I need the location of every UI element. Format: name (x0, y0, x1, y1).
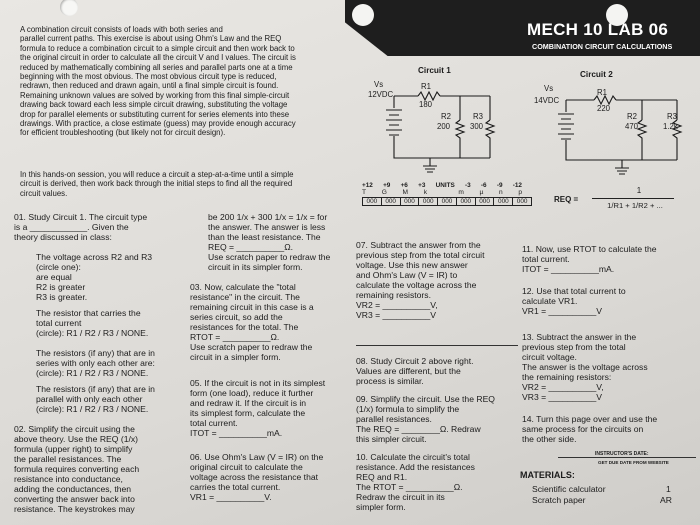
circuit1-r2-value: 200 (437, 122, 451, 131)
circuit1-battery-symbol (386, 110, 402, 135)
question-07: 07. Subtract the answer from the previous step from the total circuit voltage. Use this new answer and Ohm's Law (V = IR) to calculate the voltage across the remaining resistors. VR2 = __________V, VR3 = __________V (356, 240, 485, 320)
question-12: 12. Use that total current to calculate VR1. VR1 = __________V (522, 286, 626, 316)
question-01: 01. Study Circuit 1. The circuit type is a ____________. Given the theory discussed in class: (14, 212, 148, 242)
units-prefix: +6 (400, 182, 408, 189)
units-prefix: +9 (383, 182, 391, 189)
circuit1-r2-symbol (456, 120, 464, 158)
units-symbol: n (498, 189, 503, 196)
units-prefix: -12 (512, 182, 522, 189)
req-formula-denominator: 1/R1 + 1/R2 + ... (607, 201, 663, 210)
units-prefix: +12 (362, 182, 373, 189)
circuit2-r1-value: 220 (597, 104, 611, 113)
circuit2-battery-symbol (558, 114, 574, 139)
circuit2-source-value: 14VDC (534, 96, 560, 105)
page-subtitle: COMBINATION CIRCUIT CALCULATIONS (532, 42, 673, 51)
units-symbol: k (423, 189, 427, 196)
units-cell: 000 (382, 198, 401, 205)
circuit2-r2-name: R2 (627, 112, 637, 121)
question-06: 06. Use Ohm's Law (V = IR) on the original circuit to calculate the voltage across the resistance that carries the total current. VR1 = __________V. (190, 452, 324, 502)
circuit2-label: Circuit 2 (580, 70, 613, 79)
units-cell: 000 (363, 198, 382, 205)
intro-paragraph-2: In this hands-on session, you will reduce a circuit a step-at-a-time until a simple circuit is derived, then work back through the initial steps to find all the required circuit values. (20, 170, 294, 198)
due-date-note: GET DUE DATE FROM WEBSITE (598, 460, 669, 465)
circuit2-r1-name: R1 (597, 88, 607, 97)
circuit1-r2-name: R2 (441, 112, 451, 121)
question-03: 03. Now, calculate the "total resistance" in the circuit. The remaining circuit in this case is a series circuit, so add the resistances for the total. The RTOT = __________Ω. Use scratch paper to redraw the circuit in a simpler form. (190, 282, 314, 362)
req-formula (554, 186, 694, 222)
materials-title: MATERIALS: (520, 470, 575, 480)
question-10: 10. Calculate the circuit's total resistance. Add the resistances REQ and R1. The RTOT = __________Ω. Redraw the circuit in its simpler form. (356, 452, 475, 512)
circuit1-r3-value: 300 (470, 122, 484, 131)
circuit2-r3-name: R3 (667, 112, 677, 121)
question-01-voltage: The voltage across R2 and R3 (circle one): are equal R2 is greater R3 is greater. (36, 252, 153, 302)
units-cell: 000 (438, 198, 457, 205)
intro-paragraph-1: A combination circuit consists of loads with both series and parallel current paths. This exercise is about using Ohm's Law and the REQ formula to reduce a combination circuit to a simple circuit and then work back to the original circuit in order to calculate all the circuit V and I values. The circuit is reduced by mathematically combining all series and parallel parts one at a time beginning with the most obvious. The most obvious circuit type is reduced, redrawn, then reduced and drawn again, until a final simple circuit is found. Remaining unknown values are solved by working from this final simple-circuit drawing back toward each less simple circuit drawing, substituting the voltage drop for parallel elements or substituting current for series elements into these drawings. With practice, a close estimate (guess) may provide enough accuracy for efficient troubleshooting (but likely not for circuit design). (20, 25, 296, 138)
circuit1-source-name: Vs (374, 80, 384, 89)
units-cell: 000 (419, 198, 438, 205)
page-title: MECH 10 LAB 06 (527, 20, 669, 39)
units-table (362, 182, 532, 206)
circuit1-source-value: 12VDC (368, 90, 394, 99)
question-13: 13. Subtract the answer in the previous step from the total circuit voltage. The answer is the voltage across the remaining resistors: VR2 = __________V, VR3 = __________V (522, 332, 648, 402)
instructor-date-line (558, 457, 696, 458)
units-symbol: p (518, 189, 522, 196)
units-cell: 000 (401, 198, 420, 205)
circuit1-ground-symbol (423, 166, 437, 172)
header-hole-left (352, 4, 374, 26)
material-item: Scientific calculator (532, 484, 606, 494)
circuit2-r2-symbol (638, 120, 646, 160)
units-prefix: UNITS (435, 182, 455, 189)
question-08: 08. Study Circuit 2 above right. Values are different, but the process is similar. (356, 356, 474, 386)
units-symbol: m (458, 189, 464, 196)
req-formula-label: REQ = (554, 195, 579, 204)
binder-hole (60, 0, 78, 16)
question-01-parallel: The resistors (if any) that are in parallel with only each other (circle): R1 / R2 / R3 / NONE. (36, 384, 155, 414)
units-prefix: -9 (496, 182, 503, 189)
question-01-total-current: The resistor that carries the total current (circle): R1 / R2 / R3 / NONE. (36, 308, 149, 338)
material-item: Scratch paper (532, 495, 586, 505)
circuit1-r1-name: R1 (421, 82, 431, 91)
units-prefix: -6 (480, 182, 487, 189)
units-cell: 000 (494, 198, 513, 205)
question-01-series: The resistors (if any) that are in series with only each other are: (circle): R1 / R2 / R3 / NONE. (36, 348, 155, 378)
section-divider (356, 345, 518, 346)
req-formula-numerator: 1 (636, 186, 642, 195)
circuit1-r3-symbol (486, 120, 494, 158)
circuit1-r1-value: 180 (419, 100, 433, 109)
units-prefix: -3 (465, 182, 471, 189)
circuit2-r3-value: 1.2k (663, 122, 678, 131)
units-symbol: G (381, 189, 387, 196)
keystrokes-text: be 200 1/x + 300 1/x = 1/x = for the answer. The answer is less than the least resistance. The REQ = __________Ω. Use scratch paper to redraw the circuit in its simpler form. (208, 212, 331, 272)
circuit1-label: Circuit 1 (418, 66, 451, 75)
question-02: 02. Simplify the circuit using the above theory. Use the REQ (1/x) formula (upper right) to simplify the parallel resistances. The formula requires converting each resistance into conductance, adding the conductances, then converting the answer back into resistance. The keystrokes may (14, 424, 140, 514)
circuit2-ground-symbol (615, 168, 629, 174)
units-symbol: T (362, 189, 367, 196)
question-09: 09. Simplify the circuit. Use the REQ (1/x) formula to simplify the parallel resistances. The REQ = ________Ω. Redraw this simpler circuit. (356, 394, 495, 444)
circuit1-r1-symbol (418, 92, 440, 100)
units-symbol: µ (479, 189, 484, 196)
circuit2-r2-value: 470 (625, 122, 639, 131)
material-count: 1 (666, 484, 671, 494)
units-cell: 000 (516, 198, 528, 205)
question-11: 11. Now, use RTOT to calculate the total current. ITOT = __________mA. (522, 244, 657, 274)
req-formula-fraction-bar (592, 198, 674, 199)
instructor-date-label: INSTRUCTOR'S DATE: (595, 451, 649, 457)
circuit1-r3-name: R3 (473, 112, 483, 121)
question-05: 05. If the circuit is not in its simplest form (one load), reduce it further and redraw it. If the circuit is in its simplest form, calculate the total current. ITOT = __________mA. (190, 378, 326, 438)
units-symbol: M (402, 189, 409, 196)
material-count: AR (660, 495, 672, 505)
circuit2-source-name: Vs (544, 84, 554, 93)
question-14: 14. Turn this page over and use the same process for the circuits on the other side. (522, 414, 658, 444)
units-cell: 000 (457, 198, 476, 205)
units-cell: 000 (476, 198, 495, 205)
units-prefix: +3 (418, 182, 426, 189)
